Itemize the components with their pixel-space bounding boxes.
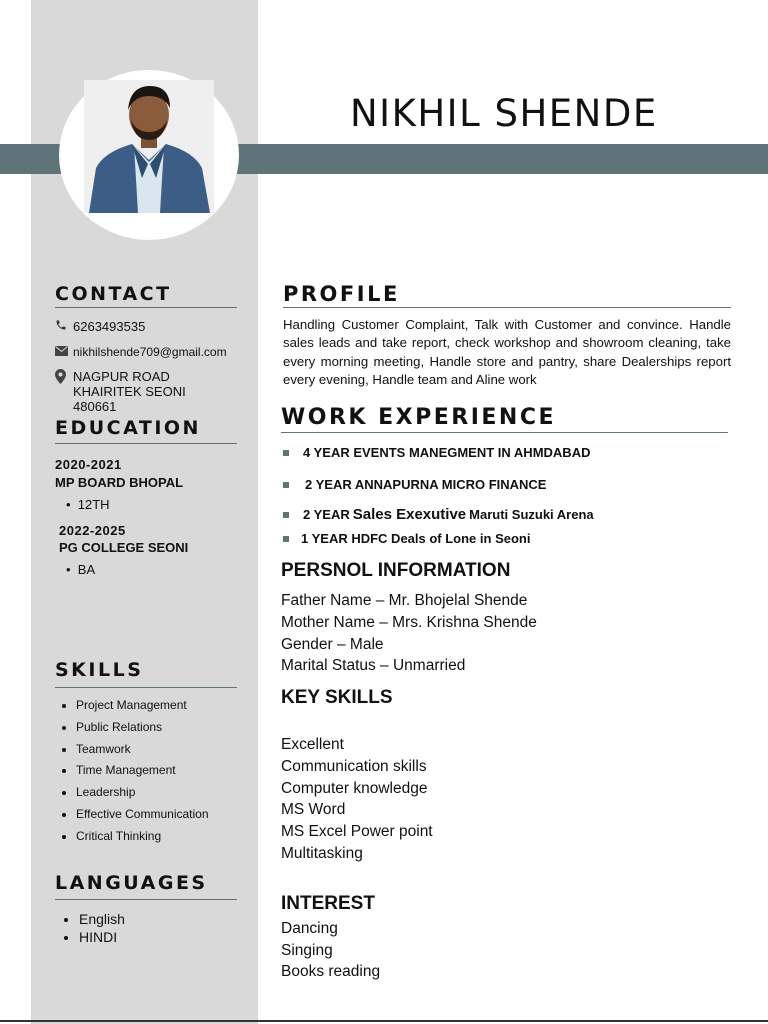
phone-number[interactable]: 6263493535	[73, 319, 146, 334]
education-years: 2022-2025	[59, 523, 126, 538]
candidate-name: NIKHIL SHENDE	[350, 92, 658, 135]
email-row	[55, 345, 227, 359]
key-skill-line: Excellent	[281, 736, 344, 753]
skill-item: • Public Relations	[76, 719, 209, 741]
education-school: PG COLLEGE SEONI	[59, 540, 189, 555]
personal-line: Gender – Male	[281, 636, 384, 653]
bullet-square-icon	[283, 450, 289, 456]
skill-item: • Effective Communication	[76, 806, 209, 828]
phone-icon	[55, 319, 73, 334]
bullet-square-icon	[283, 482, 289, 488]
languages-heading: LANGUAGES	[55, 872, 208, 894]
address-line: KHAIRITEK SEONI	[73, 384, 186, 399]
key-skill-line: MS Word	[281, 801, 346, 818]
languages-list	[62, 910, 125, 946]
personal-heading: PERSNOL INFORMATION	[281, 560, 511, 581]
interest-line: Dancing	[281, 920, 338, 937]
email-address[interactable]: nikhilshende709@gmail.com	[73, 345, 227, 359]
interest-line: Singing	[281, 942, 333, 959]
education-heading: EDUCATION	[55, 417, 201, 439]
work-item: 2 YEAR ANNAPURNA MICRO FINANCE	[283, 477, 546, 492]
skill-item: • Project Management	[76, 697, 209, 719]
person-portrait-icon	[84, 80, 214, 213]
language-item: • English	[79, 910, 125, 928]
skill-item: • Time Management	[76, 762, 209, 784]
skill-item: • Leadership	[76, 784, 209, 806]
work-item: 4 YEAR EVENTS MANEGMENT IN AHMDABAD	[283, 445, 590, 460]
profile-photo	[84, 80, 214, 213]
work-heading: WORK EXPERIENCE	[281, 405, 556, 430]
language-item: • HINDI	[79, 928, 125, 946]
education-degree: • BA	[66, 562, 96, 577]
education-divider	[55, 443, 237, 444]
personal-line: Mother Name – Mrs. Krishna Shende	[281, 614, 537, 631]
phone-row	[55, 319, 145, 334]
address-block	[73, 369, 186, 414]
contact-heading: CONTACT	[55, 283, 172, 305]
key-skill-line: MS Excel Power point	[281, 823, 433, 840]
work-item: 1 YEAR HDFC Deals of Lone in Seoni	[283, 531, 530, 546]
personal-line: Father Name – Mr. Bhojelal Shende	[281, 592, 528, 609]
profile-summary: Handling Customer Complaint, Talk with Customer and convince. Handle sales leads and take report, check workshop and showroom cleaning, take every morning meeting, Handle store and pantry, share Dealerships report every evening, Handle team and Aline work	[283, 317, 731, 388]
work-item: 2 YEAR Sales Exexutive Maruti Suzuki Arena	[283, 506, 594, 523]
contact-divider	[55, 307, 237, 308]
skill-item: • Teamwork	[76, 741, 209, 763]
key-skill-line: Multitasking	[281, 845, 363, 862]
personal-line: Marital Status – Unmarried	[281, 657, 466, 674]
bullet-square-icon	[283, 536, 289, 542]
page-bottom-rule	[0, 1020, 768, 1022]
address-row	[55, 369, 186, 414]
profile-heading: PROFILE	[283, 282, 400, 306]
key-skills-heading: KEY SKILLS	[281, 687, 393, 708]
address-line: NAGPUR ROAD	[73, 369, 170, 384]
work-divider	[281, 432, 728, 433]
education-school: MP BOARD BHOPAL	[55, 475, 184, 490]
key-skill-line: Computer knowledge	[281, 780, 428, 797]
skills-heading: SKILLS	[55, 659, 144, 681]
interest-heading: INTEREST	[281, 893, 375, 914]
education-years: 2020-2021	[55, 457, 122, 472]
skills-divider	[55, 687, 237, 688]
key-skill-line: Communication skills	[281, 758, 427, 775]
education-degree: • 12TH	[66, 497, 110, 512]
location-pin-icon	[55, 369, 73, 387]
skills-list	[60, 697, 209, 850]
profile-divider	[283, 307, 731, 308]
languages-divider	[55, 899, 237, 900]
interest-line: Books reading	[281, 963, 381, 980]
skill-item: • Critical Thinking	[76, 828, 209, 850]
address-line: 480661	[73, 399, 117, 414]
bullet-square-icon	[283, 512, 289, 518]
mail-icon	[55, 345, 73, 359]
